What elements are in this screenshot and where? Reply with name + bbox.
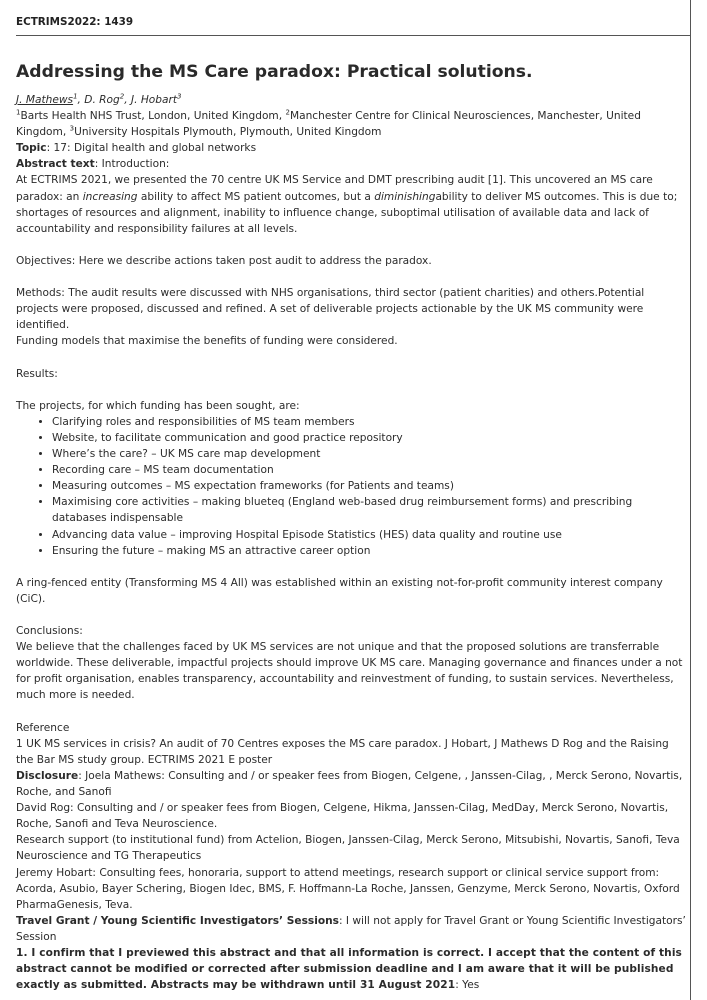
methods-paragraph: Methods: The audit results were discussed with NHS organisations, third sector (patient charities) and others.Potential projects were proposed, discussed and refined. A set of deliverable projects actionable by the UK MS community were identified. [16,287,645,332]
list-item: • Where’s the care? – UK MS care map development [52,446,686,462]
introduction-heading: : Introduction: [94,158,170,171]
results-heading: Results: [16,367,58,380]
confirmation-label: 1. I confirm that I previewed this abstract and that all information is correct. I accept that the content of this abstract cannot be modified or corrected after submission deadline and I am aware that it will be published exactly as submitted. Abstracts may be withdrawn until 31 August 2021 [16,946,682,992]
intro-emphasis: diminishing [374,190,436,203]
list-item: • Advancing data value – improving Hospital Episode Statistics (HES) data quality and routine use [52,527,686,543]
intro-text: ability to deliver MS outcomes. This is due to; shortages of resources and alignment, inability to influence change, suboptimal utilisation of available data and lack of accountability and responsibility failures at all levels. [16,190,678,235]
ring-fenced-paragraph: A ring-fenced entity (Transforming MS 4 All) was established within an existing not-for-profit community interest company (CiC). [16,576,663,605]
introduction-paragraph [16,172,686,236]
reference-text: 1 UK MS services in crisis? An audit of 70 Centres exposes the MS care paradox. J Hobart, J Mathews D Rog and the Raising the Bar MS study group. ECTRIMS 2021 E poster [16,737,669,766]
author-line [16,92,686,108]
author-separator: , [124,94,131,106]
author-hobart: J. Hobart [130,94,178,106]
projects-intro: The projects, for which funding has been sought, are: [16,399,300,412]
topic-label: Topic [16,142,47,155]
author-rog-affil: 2 [119,92,125,101]
affiliations [16,108,686,140]
disclosure-text: : Joela Mathews: Consulting and / or speaker fees from Biogen, Celgene, , Janssen-Cilag, , Merck Serono, Novartis, Roche, and Sanofi [16,769,683,799]
disclosure-research: Research support (to institutional fund) from Actelion, Biogen, Janssen-Cilag, Merck Serono, Mitsubishi, Novartis, Sanofi, Teva Neuroscience and TG Therapeutics [16,834,680,863]
disclosure-rog: David Rog: Consulting and / or speaker fees from Biogen, Celgene, Hikma, Janssen-Cilag, MedDay, Merck Serono, Novartis, Roche, Sanofi and Teva Neuroscience. [16,802,669,831]
disclosure-mathews [16,768,686,800]
page-title: Addressing the MS Care paradox: Practical solutions. [16,62,533,82]
topic-line [16,140,686,156]
affiliation-text: Manchester Centre for Clinical Neurosciences, Manchester, United Kingdom, [16,110,641,139]
topic-value: : 17: Digital health and global networks [46,142,257,155]
list-item: • Clarifying roles and responsibilities of MS team members [52,414,686,430]
affil-marker: 1 [16,108,21,117]
intro-text: At ECTRIMS 2021, we presented the 70 centre UK MS Service and DMT prescribing audit [1]. This uncovered an MS care paradox: an [16,174,653,203]
affil-marker: 3 [69,124,75,133]
abstract-heading [16,156,686,172]
travel-grant-value: : I will not apply for Travel Grant or Young Scientific Investigators’ Session [16,914,686,943]
list-item: • Measuring outcomes – MS expectation frameworks (for Patients and teams) [52,478,686,494]
author-hobart-affil: 3 [177,92,182,101]
abstract-body [16,92,686,993]
list-item: • Ensuring the future – making MS an attractive career option [52,543,686,559]
document-page [16,0,691,1000]
intro-emphasis: increasing [82,190,138,203]
travel-grant-line [16,913,686,945]
affiliation-text: Barts Health NHS Trust, London, United Kingdom, [20,110,286,123]
abstract-label: Abstract text [16,158,95,171]
header-divider [16,35,690,36]
funding-paragraph: Funding models that maximise the benefits of funding were considered. [16,335,398,348]
author-mathews-affil: 1 [73,92,78,101]
confirmation-value: : Yes [455,979,480,992]
author-separator: , [77,94,85,106]
list-item: • Maximising core activities – making blueteq (England web-based drug reimbursement forms) and prescribing databases indispensable [52,494,686,526]
author-mathews: J. Mathews [16,94,74,106]
list-item: • Website, to facilitate communication and good practice repository [52,430,686,446]
list-item: • Recording care – MS team documentation [52,462,686,478]
conclusions-heading: Conclusions: [16,625,83,638]
abstract-code: ECTRIMS2022: 1439 [16,16,134,28]
reference-heading: Reference [16,721,70,734]
objectives-paragraph: Objectives: Here we describe actions taken post audit to address the paradox. [16,254,432,267]
intro-text: ability to affect MS patient outcomes, but a [137,190,375,203]
travel-grant-label: Travel Grant / Young Scientific Investigators’ Sessions [16,914,339,927]
author-rog: D. Rog [84,94,120,106]
conclusions-paragraph: We believe that the challenges faced by UK MS services are not unique and that the proposed solutions are transferrable worldwide. These deliverable, impactful projects should improve UK MS care. Managing governance and finances under a not for profit organisation, enables transparency, accountability and reinvestment of funding, to sustain services. Nevertheless, much more is needed. [16,641,683,702]
affil-marker: 2 [285,108,290,117]
disclosure-hobart: Jeremy Hobart: Consulting fees, honoraria, support to attend meetings, research support or clinical service support from: Acorda, Asubio, Bayer Schering, Biogen Idec, BMS, F. Hoffmann-La Roche, Janssen, Genzyme, Merck Serono, Novartis, Oxford PharmaGenesis, Teva. [16,866,680,911]
projects-list [16,414,686,559]
affiliation-text: University Hospitals Plymouth, Plymouth, United Kingdom [74,126,382,139]
confirmation-line [16,945,686,993]
disclosure-label: Disclosure [16,769,79,782]
